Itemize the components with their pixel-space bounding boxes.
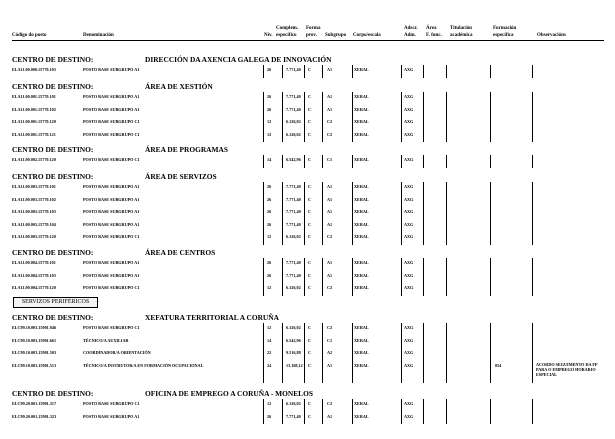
column-divider bbox=[446, 258, 447, 296]
cell-niv: 26 bbox=[267, 272, 272, 278]
cell-corpo: XERAL bbox=[354, 234, 369, 240]
cell-den: POSTO BASE SUBGRUPO A1 bbox=[83, 184, 140, 189]
cell-ads: AXG bbox=[404, 285, 414, 291]
cell-form: 854 bbox=[495, 362, 502, 368]
cell-comp: 7.771,40 bbox=[286, 413, 301, 419]
table-row bbox=[0, 207, 615, 216]
column-divider bbox=[352, 182, 353, 245]
column-divider bbox=[446, 65, 447, 78]
cell-code: EI.A11.00.003.15770.101 bbox=[12, 184, 56, 189]
cell-forma: C bbox=[308, 401, 312, 406]
column-divider bbox=[532, 323, 533, 383]
table-row bbox=[0, 412, 615, 421]
column-divider bbox=[532, 92, 533, 142]
column-divider bbox=[304, 65, 305, 78]
cell-ads: AXG bbox=[404, 67, 414, 72]
cell-sub: C1 bbox=[327, 157, 333, 162]
cell-ads: AXG bbox=[404, 413, 414, 419]
header-forma: Forma bbox=[306, 26, 321, 31]
cell-sub: A1 bbox=[327, 272, 333, 278]
column-divider bbox=[304, 258, 305, 296]
cell-corpo: XERAL bbox=[354, 157, 369, 162]
cell-ads: AXG bbox=[404, 131, 414, 137]
cell-sub: A1 bbox=[327, 196, 333, 202]
centro-destino-name: ÁREA DE PROGRAMAS bbox=[145, 145, 228, 154]
cell-forma: C bbox=[308, 106, 312, 112]
header-especifica: específica bbox=[493, 33, 514, 38]
cell-code: EI.C99.10.003.15901.661 bbox=[12, 337, 57, 343]
column-divider bbox=[263, 182, 264, 245]
column-divider bbox=[423, 92, 424, 142]
cell-den: POSTO BASE SUBGRUPO A1 bbox=[83, 196, 140, 202]
cell-comp: 7.771,40 bbox=[286, 221, 301, 227]
header-formacion: Formación bbox=[493, 26, 517, 31]
cell-den: POSTO BASE SUBGRUPO C1 bbox=[83, 401, 140, 406]
header-complem: Complem. bbox=[276, 26, 299, 31]
cell-ads: AXG bbox=[404, 325, 414, 330]
column-divider bbox=[282, 65, 283, 78]
cell-forma: C bbox=[308, 196, 312, 202]
header-adm: Adm. bbox=[404, 33, 416, 38]
cell-comp: 6.126,02 bbox=[286, 401, 301, 406]
column-divider bbox=[423, 155, 424, 168]
cell-niv: 26 bbox=[267, 260, 272, 265]
cell-ads: AXG bbox=[404, 234, 414, 240]
cell-comp: 13.168,12 bbox=[286, 362, 303, 368]
column-divider bbox=[490, 323, 491, 383]
cell-sub: C1 bbox=[327, 337, 333, 343]
column-divider bbox=[423, 258, 424, 296]
cell-forma: C bbox=[308, 272, 312, 278]
cell-sub: C2 bbox=[327, 131, 333, 137]
cell-forma: C bbox=[308, 184, 312, 189]
cell-den: POSTO BASE SUBGRUPO A1 bbox=[83, 94, 140, 99]
header-observacions: Observacións bbox=[537, 33, 566, 38]
column-divider bbox=[322, 92, 323, 142]
cell-forma: C bbox=[308, 157, 312, 162]
cell-sub: C2 bbox=[327, 325, 333, 330]
cell-den: POSTO BASE SUBGRUPO A1 bbox=[83, 67, 140, 72]
column-divider bbox=[446, 155, 447, 168]
column-divider bbox=[282, 182, 283, 245]
cell-corpo: XERAL bbox=[354, 67, 369, 72]
cell-corpo: XERAL bbox=[354, 350, 369, 356]
servizos-perifericos-button[interactable]: SERVIZOS PERIFÉRICOS bbox=[13, 297, 98, 308]
column-divider bbox=[352, 155, 353, 168]
cell-comp: 6.126,02 bbox=[286, 119, 301, 125]
column-divider bbox=[263, 155, 264, 168]
column-divider bbox=[322, 399, 323, 424]
cell-comp: 6.542,96 bbox=[286, 157, 301, 162]
column-divider bbox=[532, 182, 533, 245]
cell-niv: 12 bbox=[267, 234, 272, 240]
cell-sub: A1 bbox=[327, 209, 333, 215]
cell-forma: C bbox=[308, 260, 312, 265]
cell-ads: AXG bbox=[404, 184, 414, 189]
cell-comp: 6.126,02 bbox=[286, 285, 301, 291]
centro-destino-label: CENTRO DE DESTINO: bbox=[12, 172, 94, 181]
cell-corpo: XERAL bbox=[354, 94, 369, 99]
cell-niv: 26 bbox=[267, 67, 272, 72]
column-divider bbox=[490, 65, 491, 78]
cell-den: POSTO BASE SUBGRUPO C1 bbox=[83, 157, 140, 162]
cell-ads: AXG bbox=[404, 260, 414, 265]
cell-ads: AXG bbox=[404, 119, 414, 125]
cell-niv: 26 bbox=[267, 94, 272, 99]
cell-forma: C bbox=[308, 94, 312, 99]
cell-den: POSTO BASE SUBGRUPO C1 bbox=[83, 131, 140, 137]
cell-niv: 26 bbox=[267, 413, 272, 419]
cell-sub: A1 bbox=[327, 221, 333, 227]
column-divider bbox=[322, 65, 323, 78]
cell-code: EI.C99.20.001.15901.317 bbox=[12, 401, 57, 406]
column-divider bbox=[282, 399, 283, 424]
cell-corpo: XERAL bbox=[354, 119, 369, 125]
column-divider bbox=[304, 155, 305, 168]
column-divider bbox=[490, 182, 491, 245]
table-row bbox=[0, 232, 615, 241]
cell-ads: AXG bbox=[404, 337, 414, 343]
table-row bbox=[0, 130, 615, 139]
cell-corpo: XERAL bbox=[354, 221, 369, 227]
header-rule bbox=[12, 40, 604, 41]
cell-corpo: XERAL bbox=[354, 196, 369, 202]
cell-corpo: XERAL bbox=[354, 362, 369, 368]
table-row bbox=[0, 258, 615, 267]
cell-corpo: XERAL bbox=[354, 131, 369, 137]
centro-destino-name: XEFATURA TERRITORIAL A CORUÑA bbox=[145, 313, 279, 322]
cell-code: EI.A11.00.004.15770.120 bbox=[12, 285, 56, 291]
cell-sub: A1 bbox=[327, 67, 333, 72]
cell-comp: 6.126,02 bbox=[286, 234, 301, 240]
column-divider bbox=[322, 182, 323, 245]
cell-niv: 26 bbox=[267, 106, 272, 112]
cell-sub: A1 bbox=[327, 106, 333, 112]
column-divider bbox=[263, 65, 264, 78]
centro-destino-label: CENTRO DE DESTINO: bbox=[12, 248, 94, 257]
cell-niv: 26 bbox=[267, 196, 272, 202]
cell-corpo: XERAL bbox=[354, 401, 369, 406]
column-divider bbox=[282, 92, 283, 142]
column-divider bbox=[401, 182, 402, 245]
cell-comp: 7.771,40 bbox=[286, 106, 301, 112]
header-prov: prov. bbox=[306, 33, 317, 38]
column-divider bbox=[352, 323, 353, 383]
cell-niv: 26 bbox=[267, 184, 272, 189]
cell-forma: C bbox=[308, 234, 312, 240]
header-niv: Nív. bbox=[264, 33, 273, 38]
cell-niv: 12 bbox=[267, 131, 272, 137]
cell-code: EI.A11.00.001.15770.102 bbox=[12, 106, 56, 112]
header-area: Área bbox=[426, 26, 437, 31]
cell-den: POSTO BASE SUBGRUPO A1 bbox=[83, 260, 140, 265]
cell-forma: C bbox=[308, 67, 312, 72]
column-divider bbox=[322, 323, 323, 383]
column-divider bbox=[304, 323, 305, 383]
column-divider bbox=[446, 323, 447, 383]
column-divider bbox=[322, 155, 323, 168]
cell-corpo: XERAL bbox=[354, 184, 369, 189]
cell-comp: 7.771,40 bbox=[286, 272, 301, 278]
header-denominacion: Denominación bbox=[83, 33, 114, 38]
cell-code: EI.A11.00.003.15770.120 bbox=[12, 234, 56, 240]
table-row bbox=[0, 323, 615, 332]
cell-den: POSTO BASE SUBGRUPO C1 bbox=[83, 119, 140, 125]
table-row bbox=[0, 220, 615, 229]
column-divider bbox=[423, 65, 424, 78]
cell-den: POSTO BASE SUBGRUPO A1 bbox=[83, 413, 140, 419]
cell-code: EI.A11.00.001.15770.101 bbox=[12, 94, 56, 99]
cell-forma: C bbox=[308, 131, 312, 137]
cell-corpo: XERAL bbox=[354, 285, 369, 291]
cell-sub: A1 bbox=[327, 94, 333, 99]
cell-code: EI.A11.00.002.15770.120 bbox=[12, 157, 56, 162]
cell-comp: 7.771,40 bbox=[286, 260, 301, 265]
cell-code: EI.C99.10.003.15901.513 bbox=[12, 362, 57, 368]
column-divider bbox=[490, 399, 491, 424]
centro-destino-name: ÁREA DE CENTROS bbox=[145, 248, 216, 257]
cell-comp: 6.126,02 bbox=[286, 325, 301, 330]
centro-destino-label: CENTRO DE DESTINO: bbox=[12, 82, 94, 91]
cell-code: EI.A11.00.000.15770.103 bbox=[12, 67, 56, 72]
cell-sub: C2 bbox=[327, 401, 333, 406]
table-row bbox=[0, 155, 615, 164]
column-divider bbox=[446, 399, 447, 424]
cell-corpo: XERAL bbox=[354, 260, 369, 265]
cell-ads: AXG bbox=[404, 362, 414, 368]
cell-niv: 14 bbox=[267, 157, 272, 162]
cell-ads: AXG bbox=[404, 157, 414, 162]
column-divider bbox=[282, 323, 283, 383]
cell-niv: 14 bbox=[267, 337, 272, 343]
column-divider bbox=[401, 323, 402, 383]
header-titulacion: Titulación bbox=[450, 26, 472, 31]
cell-code: EI.A11.00.001.15770.120 bbox=[12, 119, 56, 125]
table-row bbox=[0, 283, 615, 292]
cell-code: EI.A11.00.003.15770.102 bbox=[12, 196, 56, 202]
cell-forma: C bbox=[308, 413, 312, 419]
cell-corpo: XERAL bbox=[354, 209, 369, 215]
cell-ads: AXG bbox=[404, 106, 414, 112]
cell-corpo: XERAL bbox=[354, 106, 369, 112]
centro-destino-name: ÁREA DE SERVIZOS bbox=[145, 172, 217, 181]
column-divider bbox=[401, 399, 402, 424]
cell-forma: C bbox=[308, 285, 312, 291]
centro-destino-label: CENTRO DE DESTINO: bbox=[12, 55, 94, 64]
cell-comp: 7.771,40 bbox=[286, 67, 301, 72]
column-divider bbox=[446, 182, 447, 245]
cell-code: EI.A11.00.003.15770.103 bbox=[12, 209, 56, 215]
cell-forma: C bbox=[308, 350, 312, 356]
column-divider bbox=[401, 258, 402, 296]
cell-ads: AXG bbox=[404, 209, 414, 215]
cell-ads: AXG bbox=[404, 94, 414, 99]
table-row bbox=[0, 105, 615, 114]
cell-den: POSTO BASE SUBGRUPO C1 bbox=[83, 285, 140, 291]
cell-comp: 9.516,88 bbox=[286, 350, 301, 356]
cell-ads: AXG bbox=[404, 272, 414, 278]
header-f-func: F. func. bbox=[426, 33, 442, 38]
cell-niv: 26 bbox=[267, 221, 272, 227]
column-divider bbox=[532, 399, 533, 424]
cell-den: TÉCNICO/A AUXILIAR bbox=[83, 337, 129, 343]
cell-sub: C2 bbox=[327, 285, 333, 291]
table-row bbox=[0, 117, 615, 126]
column-divider bbox=[446, 92, 447, 142]
column-divider bbox=[423, 399, 424, 424]
cell-sub: A1 bbox=[327, 413, 333, 419]
cell-den: POSTO BASE SUBGRUPO C1 bbox=[83, 325, 140, 330]
cell-sub: A1 bbox=[327, 260, 333, 265]
column-divider bbox=[263, 258, 264, 296]
cell-forma: C bbox=[308, 337, 312, 343]
cell-sub: A1 bbox=[327, 362, 333, 368]
cell-forma: C bbox=[308, 362, 312, 368]
cell-comp: 7.771,40 bbox=[286, 94, 301, 99]
table-row bbox=[0, 182, 615, 191]
cell-corpo: XERAL bbox=[354, 337, 369, 343]
header-corpo: Corpo/escala bbox=[353, 33, 381, 38]
column-divider bbox=[282, 258, 283, 296]
column-divider bbox=[304, 182, 305, 245]
column-divider bbox=[352, 258, 353, 296]
cell-den: POSTO BASE SUBGRUPO A1 bbox=[83, 209, 140, 215]
cell-niv: 12 bbox=[267, 325, 272, 330]
cell-forma: C bbox=[308, 221, 312, 227]
header-academica: académica bbox=[450, 33, 473, 38]
table-row bbox=[0, 336, 615, 345]
column-divider bbox=[401, 155, 402, 168]
column-divider bbox=[532, 155, 533, 168]
centro-destino-label: CENTRO DE DESTINO: bbox=[12, 389, 94, 398]
column-divider bbox=[490, 155, 491, 168]
cell-obs: ACORDO SEGUIMENTO DA FP PARA O EMPREGO HORARIO ESPECIAL bbox=[536, 361, 598, 377]
cell-forma: C bbox=[308, 119, 312, 125]
header-adscr: Adscr. bbox=[404, 26, 418, 31]
cell-niv: 24 bbox=[267, 362, 272, 368]
cell-den: POSTO BASE SUBGRUPO A1 bbox=[83, 272, 140, 278]
cell-sub: C2 bbox=[327, 234, 333, 240]
column-divider bbox=[532, 65, 533, 78]
cell-corpo: XERAL bbox=[354, 413, 369, 419]
column-divider bbox=[490, 92, 491, 142]
table-row bbox=[0, 348, 615, 357]
centro-destino-label: CENTRO DE DESTINO: bbox=[12, 145, 94, 154]
centro-destino-name: DIRECCIÓN DA AXENCIA GALEGA DE INNOVACIÓN bbox=[145, 55, 332, 64]
cell-niv: 26 bbox=[267, 209, 272, 215]
column-divider bbox=[352, 65, 353, 78]
cell-comp: 7.771,40 bbox=[286, 196, 301, 202]
centro-destino-name: ÁREA DE XESTIÓN bbox=[145, 82, 213, 91]
table-row bbox=[0, 195, 615, 204]
cell-forma: C bbox=[308, 209, 312, 215]
cell-code: EI.A11.00.003.15770.104 bbox=[12, 221, 56, 227]
column-divider bbox=[282, 155, 283, 168]
cell-code: EI.C99.10.003.15901.503 bbox=[12, 350, 57, 356]
cell-ads: AXG bbox=[404, 221, 414, 227]
cell-sub: A2 bbox=[327, 350, 333, 356]
cell-niv: 12 bbox=[267, 119, 272, 125]
column-divider bbox=[263, 323, 264, 383]
centro-destino-name: OFICINA DE EMPREGO A CORUÑA - MONELOS bbox=[145, 389, 313, 398]
column-divider bbox=[532, 258, 533, 296]
cell-sub: C2 bbox=[327, 119, 333, 125]
cell-forma: C bbox=[308, 325, 312, 330]
column-divider bbox=[352, 399, 353, 424]
table-row bbox=[0, 361, 615, 377]
column-divider bbox=[322, 258, 323, 296]
cell-niv: 12 bbox=[267, 285, 272, 291]
table-row bbox=[0, 271, 615, 280]
cell-den: POSTO BASE SUBGRUPO C1 bbox=[83, 234, 140, 240]
column-divider bbox=[401, 65, 402, 78]
cell-code: EI.C99.20.001.15901.323 bbox=[12, 413, 57, 419]
cell-den: POSTO BASE SUBGRUPO A1 bbox=[83, 221, 140, 227]
cell-den: TÉCNICO/A INSTRUTOR/A EN FORMACIÓN OCUPACIONAL bbox=[83, 362, 204, 368]
column-divider bbox=[490, 258, 491, 296]
cell-corpo: XERAL bbox=[354, 325, 369, 330]
cell-comp: 7.771,40 bbox=[286, 184, 301, 189]
cell-comp: 6.126,02 bbox=[286, 131, 301, 137]
header-subgrupo: Subgrupo bbox=[325, 33, 347, 38]
cell-ads: AXG bbox=[404, 196, 414, 202]
column-divider bbox=[423, 182, 424, 245]
column-divider bbox=[263, 399, 264, 424]
cell-code: EI.A11.00.004.15770.103 bbox=[12, 272, 56, 278]
cell-ads: AXG bbox=[404, 401, 414, 406]
cell-sub: A1 bbox=[327, 184, 333, 189]
column-divider bbox=[401, 92, 402, 142]
cell-niv: 12 bbox=[267, 401, 272, 406]
cell-den: POSTO BASE SUBGRUPO A1 bbox=[83, 106, 140, 112]
cell-corpo: XERAL bbox=[354, 272, 369, 278]
cell-den: COORDINADOR/A ORIENTACIÓN bbox=[83, 350, 151, 356]
cell-code: EI.A11.00.004.15770.101 bbox=[12, 260, 56, 265]
cell-niv: 22 bbox=[267, 350, 272, 356]
header-codigo: Código do posto bbox=[12, 33, 47, 38]
header-especifico: específico bbox=[276, 33, 297, 38]
cell-comp: 6.542,96 bbox=[286, 337, 301, 343]
cell-code: EI.A11.00.001.15770.121 bbox=[12, 131, 56, 137]
cell-ads: AXG bbox=[404, 350, 414, 356]
column-divider bbox=[423, 323, 424, 383]
column-divider bbox=[352, 92, 353, 142]
table-row bbox=[0, 92, 615, 101]
table-row bbox=[0, 399, 615, 408]
centro-destino-label: CENTRO DE DESTINO: bbox=[12, 313, 94, 322]
cell-comp: 7.771,40 bbox=[286, 209, 301, 215]
cell-code: EI.C99.10.003.15901.946 bbox=[12, 325, 57, 330]
column-divider bbox=[304, 92, 305, 142]
column-divider bbox=[304, 399, 305, 424]
column-divider bbox=[263, 92, 264, 142]
table-row bbox=[0, 65, 615, 74]
